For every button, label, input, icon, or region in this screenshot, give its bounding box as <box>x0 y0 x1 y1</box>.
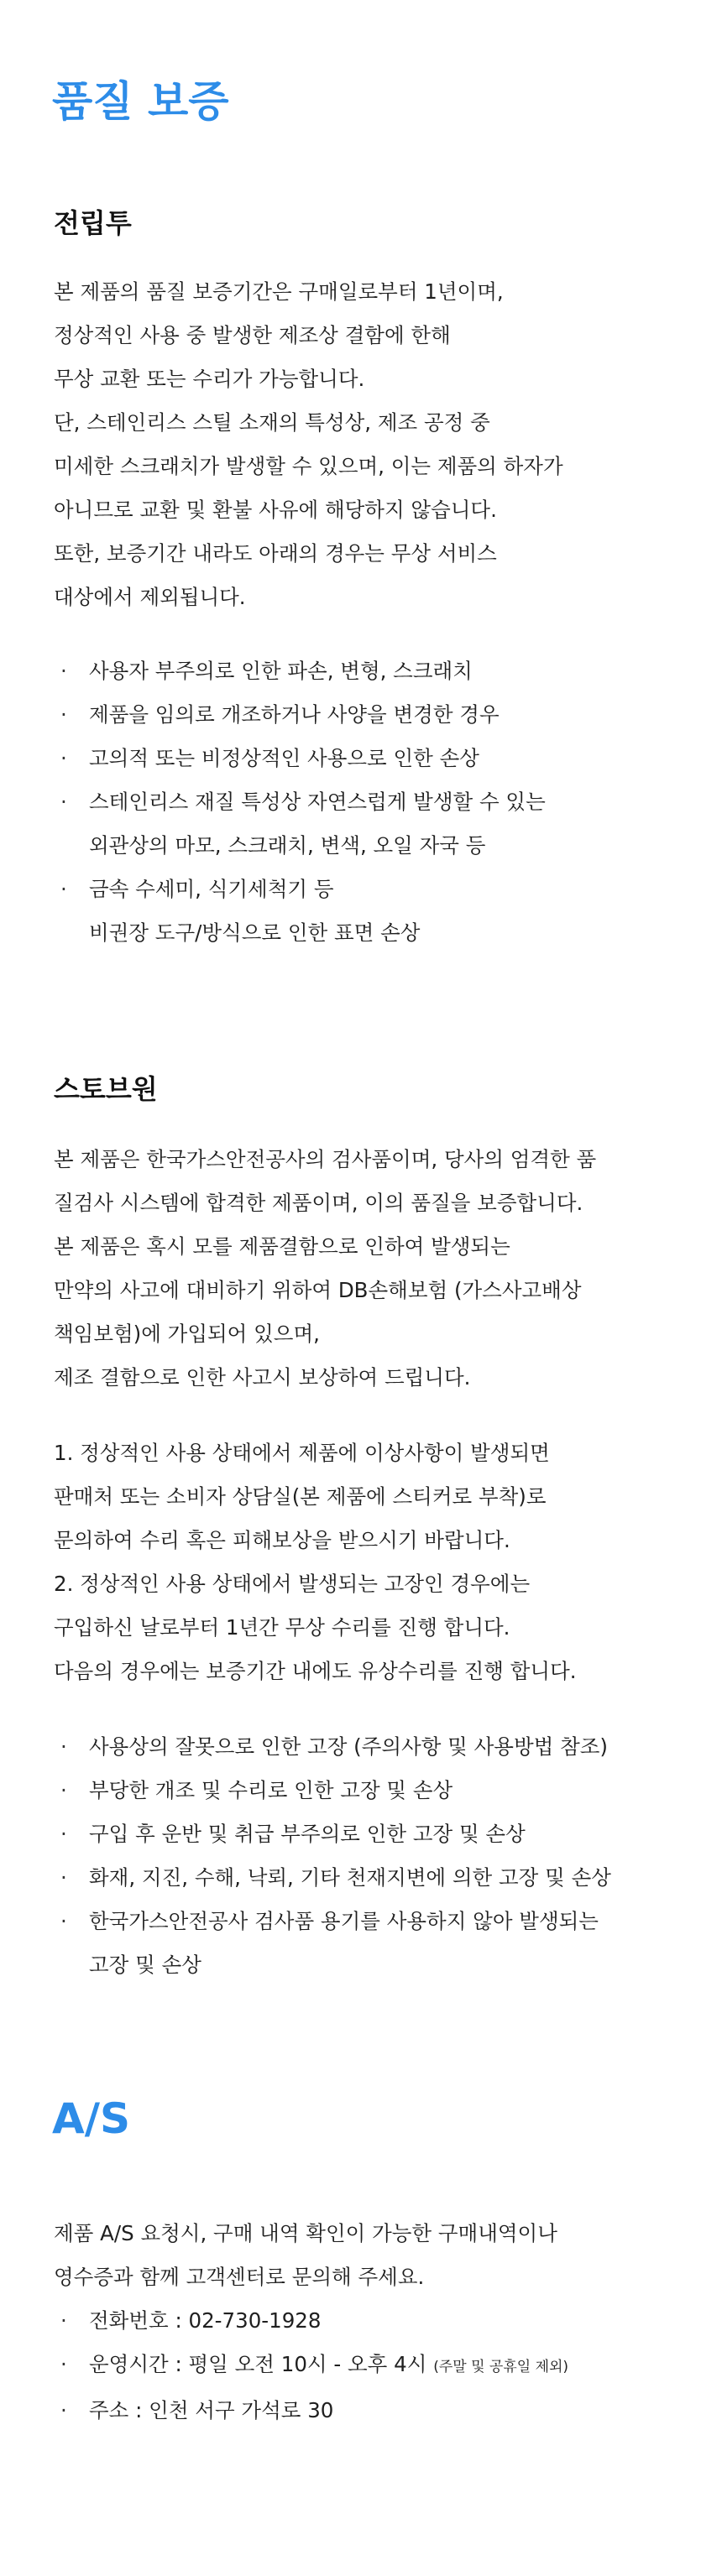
text-line: 정상적인 사용 중 발생한 제조상 결함에 한해 <box>54 323 451 347</box>
text-line: 본 제품의 품질 보증기간은 구매일로부터 1년이며, <box>54 279 504 304</box>
list-item <box>60 780 546 868</box>
list-item-text: 부당한 개조 및 수리로 인한 고장 및 손상 <box>89 1778 453 1802</box>
list-item-text: 사용상의 잘못으로 인한 고장 (주의사항 및 사용방법 참조) <box>89 1734 608 1759</box>
list-item <box>60 1812 611 1856</box>
list-item-phone <box>60 2299 568 2343</box>
text-line: 대상에서 제외됩니다. <box>54 585 246 609</box>
text-line: 단, 스테인리스 스틸 소재의 특성상, 제조 공정 중 <box>54 410 490 435</box>
phone-number: 전화번호 : 02-730-1928 <box>89 2308 322 2333</box>
stove-paid-repair-list <box>60 1725 611 1987</box>
list-item-text: 고장 및 손상 <box>89 1953 201 1977</box>
bullet-dot: · <box>60 2308 67 2333</box>
list-item-text: 제품을 임의로 개조하거나 사양을 변경한 경우 <box>89 702 500 727</box>
warranty-title: 품질 보증 <box>52 77 229 126</box>
bullet-dot: · <box>60 746 67 770</box>
stove-repair-text <box>54 1431 577 1693</box>
list-item-text: 화재, 지진, 수해, 낙뢰, 기타 천재지변에 의한 고장 및 손상 <box>89 1865 611 1890</box>
operating-hours-note: (주말 및 공휴일 제외) <box>433 2359 569 2375</box>
list-item-text: 외관상의 마모, 스크래치, 변색, 오일 자국 등 <box>89 833 486 858</box>
stove-warranty-text <box>54 1138 596 1400</box>
list-item-text: 한국가스안전공사 검사품 용기를 사용하지 않아 발생되는 <box>89 1909 599 1933</box>
list-item <box>60 1769 611 1812</box>
text-line: 또한, 보증기간 내라도 아래의 경우는 무상 서비스 <box>54 541 497 566</box>
bullet-dot: · <box>60 790 67 814</box>
address: 주소 : 인천 서구 가석로 30 <box>89 2398 334 2422</box>
text-line: 제품 A/S 요청시, 구매 내역 확인이 가능한 구매내역이나 <box>54 2221 557 2245</box>
bullet-dot: · <box>60 2352 67 2376</box>
operating-hours-text: 운영시간 : 평일 오전 10시 - 오후 4시 <box>89 2352 427 2376</box>
text-line: 만약의 사고에 대비하기 위하여 DB손해보험 (가스사고배상 <box>54 1278 582 1302</box>
bullet-dot: · <box>60 659 67 683</box>
text-line: 제조 결함으로 인한 사고시 보상하여 드립니다. <box>54 1365 471 1390</box>
text-line: 질검사 시스템에 합격한 제품이며, 이의 품질을 보증합니다. <box>54 1191 583 1215</box>
text-line: 1. 정상적인 사용 상태에서 제품에 이상사항이 발생되면 <box>54 1441 550 1465</box>
text-line: 본 제품은 혹시 모를 제품결함으로 인하여 발생되는 <box>54 1234 510 1259</box>
list-item <box>60 1856 611 1900</box>
text-line: 다음의 경우에는 보증기간 내에도 유상수리를 진행 합니다. <box>54 1659 577 1683</box>
bullet-dot: · <box>60 1778 67 1802</box>
as-intro-text <box>54 2212 557 2299</box>
text-line: 영수증과 함께 고객센터로 문의해 주세요. <box>54 2265 425 2289</box>
bullet-dot: · <box>60 877 67 901</box>
bullet-dot: · <box>60 2398 67 2422</box>
list-item-text: 스테인리스 재질 특성상 자연스럽게 발생할 수 있는 <box>89 790 546 814</box>
bullet-dot: · <box>60 1865 67 1890</box>
text-line: 아니므로 교환 및 환불 사유에 해당하지 않습니다. <box>54 498 497 522</box>
list-item <box>60 868 546 955</box>
list-item <box>60 1900 611 1987</box>
electric-pot-heading: 전립투 <box>54 207 132 239</box>
as-title: A/S <box>52 2094 130 2143</box>
text-line: 문의하여 수리 혹은 피해보상을 받으시기 바랍니다. <box>54 1528 510 1552</box>
list-item <box>60 737 546 780</box>
stove-heading: 스토브원 <box>54 1073 158 1105</box>
text-line: 본 제품은 한국가스안전공사의 검사품이며, 당사의 엄격한 품 <box>54 1147 597 1171</box>
list-item-text: 금속 수세미, 식기세척기 등 <box>89 877 334 901</box>
bullet-dot: · <box>60 1822 67 1846</box>
list-item <box>60 693 546 737</box>
text-line: 2. 정상적인 사용 상태에서 발생되는 고장인 경우에는 <box>54 1572 531 1596</box>
bullet-dot: · <box>60 702 67 727</box>
list-item <box>60 649 546 693</box>
list-item-address <box>60 2389 568 2433</box>
operating-hours <box>89 2343 568 2389</box>
text-line: 구입하신 날로부터 1년간 무상 수리를 진행 합니다. <box>54 1615 510 1640</box>
list-item-text: 고의적 또는 비정상적인 사용으로 인한 손상 <box>89 746 479 770</box>
text-line: 미세한 스크래치가 발생할 수 있으며, 이는 제품의 하자가 <box>54 454 563 478</box>
text-line: 무상 교환 또는 수리가 가능합니다. <box>54 367 365 391</box>
list-item-text: 사용자 부주의로 인한 파손, 변형, 스크래치 <box>89 659 473 683</box>
list-item <box>60 1725 611 1769</box>
electric-pot-exclusions-list <box>60 649 546 955</box>
electric-pot-warranty-text <box>54 270 563 619</box>
bullet-dot: · <box>60 1909 67 1933</box>
list-item-text: 비권장 도구/방식으로 인한 표면 손상 <box>89 920 421 945</box>
text-line: 판매처 또는 소비자 상담실(본 제품에 스티커로 부착)로 <box>54 1484 547 1509</box>
list-item-text: 구입 후 운반 및 취급 부주의로 인한 고장 및 손상 <box>89 1822 526 1846</box>
text-line: 책임보험)에 가입되어 있으며, <box>54 1322 320 1346</box>
list-item-hours <box>60 2343 568 2389</box>
as-contact-list <box>60 2299 568 2433</box>
bullet-dot: · <box>60 1734 67 1759</box>
